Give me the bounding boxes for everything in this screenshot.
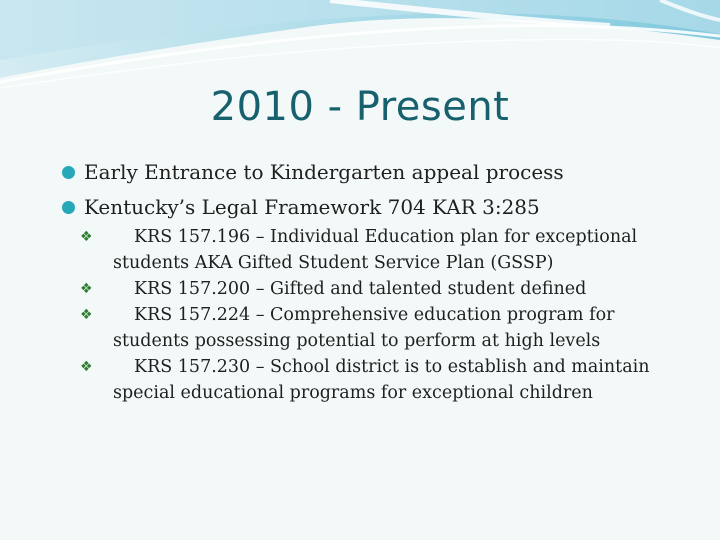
- diamond-bullet-icon: ❖: [80, 359, 93, 375]
- sub-bullet-text: KRS 157.224 – Comprehensive education program for students possessing potential to perform at high levels: [113, 305, 615, 351]
- sub-bullet-list: [80, 224, 680, 406]
- bullet-item: [56, 155, 696, 190]
- sub-bullet-item: [80, 276, 680, 302]
- diamond-bullet-icon: ❖: [80, 307, 93, 323]
- slide-title: 2010 - Present: [210, 84, 510, 130]
- wave-header-decoration: [0, 0, 720, 90]
- bullet-item: [56, 190, 696, 225]
- diamond-bullet-icon: ❖: [80, 229, 93, 245]
- bullet-text: Early Entrance to Kindergarten appeal process: [84, 160, 564, 184]
- sub-bullet-item: [80, 354, 680, 406]
- sub-bullet-text: KRS 157.200 – Gifted and talented student defined: [134, 279, 587, 299]
- circle-bullet-icon: [62, 201, 75, 214]
- diamond-bullet-icon: ❖: [80, 281, 93, 297]
- sub-bullet-item: [80, 302, 680, 354]
- circle-bullet-icon: [62, 166, 75, 179]
- bullet-list: [56, 155, 696, 225]
- bullet-text: Kentucky’s Legal Framework 704 KAR 3:285: [84, 195, 540, 219]
- sub-bullet-item: [80, 224, 680, 276]
- sub-bullet-text: KRS 157.196 – Individual Education plan for exceptional students AKA Gifted Student Service Plan (GSSP): [113, 227, 638, 273]
- sub-bullet-text: KRS 157.230 – School district is to establish and maintain special educational programs for exceptional children: [113, 357, 650, 403]
